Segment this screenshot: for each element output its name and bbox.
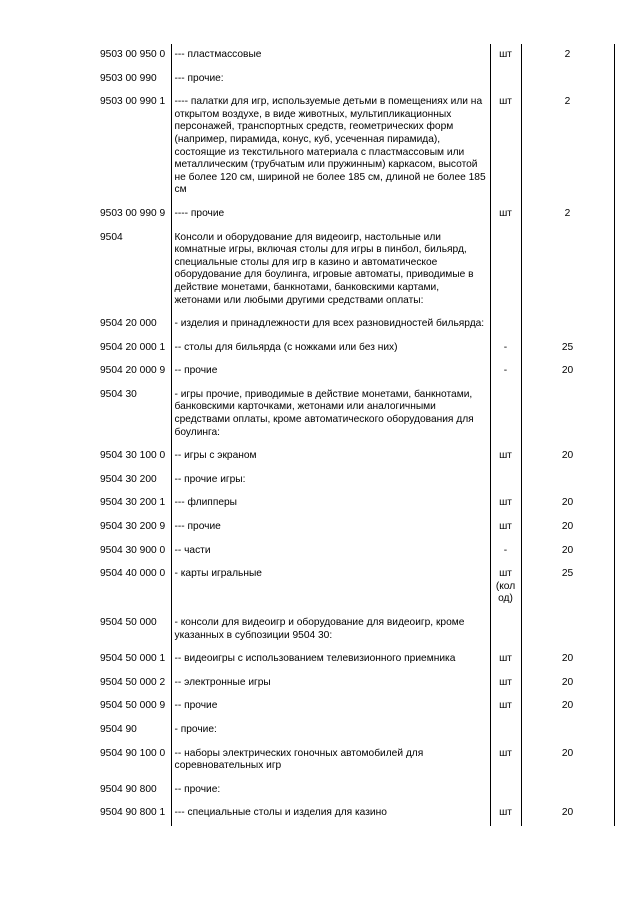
- tnved-code-cell: 9504 90 800 1: [100, 807, 166, 819]
- description-cell: -- электронные игры: [171, 672, 490, 696]
- table-row: [96, 516, 614, 540]
- description-cell: - изделия и принадлежности для всех разновидностей бильярда:: [171, 313, 490, 337]
- table-row: [96, 540, 614, 564]
- table-row: [96, 695, 614, 719]
- unit-cell: шт: [490, 44, 521, 68]
- duty-rate-cell: 2: [521, 44, 614, 68]
- unit-cell: [490, 469, 521, 493]
- duty-rate-cell: 20: [521, 743, 614, 779]
- duty-rate-cell: [521, 779, 614, 803]
- tnved-code-cell: 9504 30 200 9: [100, 521, 166, 533]
- table-row: [96, 719, 614, 743]
- tnved-code-cell: 9504 30 200 1: [100, 497, 166, 509]
- table-row: [96, 492, 614, 516]
- table-row: [96, 648, 614, 672]
- duty-rate-cell: 2: [521, 203, 614, 227]
- duty-rate-cell: 20: [521, 802, 614, 826]
- duty-rate-cell: 20: [521, 445, 614, 469]
- unit-cell: [490, 384, 521, 445]
- unit-cell: -: [490, 337, 521, 361]
- description-cell: - прочие:: [171, 719, 490, 743]
- duty-rate-cell: 20: [521, 648, 614, 672]
- tnved-code-cell: 9504 20 000 9: [100, 365, 166, 377]
- duty-rate-cell: 20: [521, 540, 614, 564]
- duty-rate-cell: 20: [521, 672, 614, 696]
- table-row: [96, 91, 614, 203]
- tnved-code-cell: 9504 50 000 1: [100, 653, 166, 665]
- unit-cell: шт: [490, 672, 521, 696]
- unit-cell: [490, 612, 521, 648]
- unit-cell: -: [490, 360, 521, 384]
- tnved-code-cell: 9504 50 000: [100, 617, 157, 628]
- table-row: [96, 445, 614, 469]
- description-cell: -- наборы электрических гоночных автомобилей для соревновательных игр: [171, 743, 490, 779]
- description-cell: -- части: [171, 540, 490, 564]
- unit-cell: шт: [490, 91, 521, 203]
- table-row: [96, 360, 614, 384]
- description-cell: --- прочие: [171, 516, 490, 540]
- duty-rate-cell: 20: [521, 695, 614, 719]
- tnved-code-cell: 9504 30 200: [100, 473, 157, 485]
- table-row: [96, 384, 614, 445]
- duty-rate-cell: [521, 384, 614, 445]
- table-row: [96, 44, 614, 68]
- tnved-code-cell: 9504 30 100 0: [100, 450, 166, 462]
- unit-cell: [490, 313, 521, 337]
- unit-cell: шт (кол од): [490, 563, 521, 612]
- tariff-table: [96, 44, 615, 826]
- description-cell: -- прочие: [171, 360, 490, 384]
- tnved-code-cell: 9504 40 000 0: [100, 568, 166, 580]
- table-row: [96, 612, 614, 648]
- duty-rate-cell: [521, 227, 614, 314]
- description-cell: - консоли для видеоигр и оборудование для видеоигр, кроме указанных в субпозиции 9504 30:: [171, 612, 490, 648]
- unit-cell: шт: [490, 648, 521, 672]
- duty-rate-cell: 25: [521, 563, 614, 612]
- tnved-code-cell: 9504: [100, 231, 123, 243]
- tnved-code-cell: 9504 20 000: [100, 318, 157, 330]
- description-cell: -- видеоигры с использованием телевизионного приемника: [171, 648, 490, 672]
- duty-rate-cell: [521, 612, 614, 648]
- tnved-code-cell: 9503 00 950 0: [100, 49, 166, 60]
- tnved-code-cell: 9504 20 000 1: [100, 341, 166, 353]
- description-cell: -- прочие: [171, 695, 490, 719]
- table-row: [96, 68, 614, 92]
- tnved-code-cell: 9504 30: [100, 388, 137, 400]
- tnved-code-cell: 9504 50 000 2: [100, 676, 166, 688]
- tnved-code-cell: 9504 50 000 9: [100, 700, 166, 712]
- duty-rate-cell: [521, 719, 614, 743]
- table-row: [96, 743, 614, 779]
- tnved-code-cell: 9504 90 100 0: [100, 747, 166, 759]
- description-cell: -- игры с экраном: [171, 445, 490, 469]
- table-row: [96, 802, 614, 826]
- description-cell: --- флипперы: [171, 492, 490, 516]
- unit-cell: [490, 779, 521, 803]
- unit-cell: шт: [490, 695, 521, 719]
- unit-cell: шт: [490, 203, 521, 227]
- description-cell: -- столы для бильярда (с ножками или без них): [171, 337, 490, 361]
- duty-rate-cell: [521, 68, 614, 92]
- description-cell: - карты игральные: [171, 563, 490, 612]
- tnved-code-cell: 9503 00 990 9: [100, 207, 166, 219]
- duty-rate-cell: 20: [521, 492, 614, 516]
- description-cell: --- пластмассовые: [171, 44, 490, 68]
- tnved-code-cell: 9504 30 900 0: [100, 544, 166, 556]
- description-cell: Консоли и оборудование для видеоигр, настольные или комнатные игры, включая столы для игры в пинбол, бильярд, специальные столы для игр в казино и автоматическое оборудование для боулинга, игровые автоматы, приводимые в действие монетами, банкнотами, банковскими картами, жетонами или любыми другими средствами оплаты:: [171, 227, 490, 314]
- unit-cell: -: [490, 540, 521, 564]
- table-row: [96, 672, 614, 696]
- description-cell: - игры прочие, приводимые в действие монетами, банкнотами, банковскими карточками, жетонами или аналогичными средствами оплаты, кроме автоматического оборудования для боулинга:: [171, 384, 490, 445]
- description-cell: --- специальные столы и изделия для казино: [171, 802, 490, 826]
- duty-rate-cell: [521, 469, 614, 493]
- table-row: [96, 337, 614, 361]
- duty-rate-cell: 25: [521, 337, 614, 361]
- duty-rate-cell: [521, 313, 614, 337]
- table-row: [96, 203, 614, 227]
- unit-cell: шт: [490, 802, 521, 826]
- tnved-code-cell: 9503 00 990 1: [100, 96, 166, 108]
- description-cell: ---- прочие: [171, 203, 490, 227]
- unit-cell: шт: [490, 445, 521, 469]
- description-cell: ---- палатки для игр, используемые детьми в помещениях или на открытом воздухе, в виде животных, мультипликационных персонажей, транспортных средств, геометрических форм (например, пирамида, конус, куб, усеченная пирамида), состоящие из текстильного материала с пластмассовым или металлическим (трубчатым или пружинным) каркасом, высотой не более 120 см, шириной не более 185 см, длиной не более 185 см: [171, 91, 490, 203]
- table-row: [96, 313, 614, 337]
- tnved-code-cell: 9503 00 990: [100, 72, 157, 84]
- table-row: [96, 779, 614, 803]
- tnved-code-cell: 9504 90 800: [100, 783, 157, 795]
- table-row: [96, 227, 614, 314]
- tnved-code-cell: 9504 90: [100, 723, 137, 735]
- table-row: [96, 563, 614, 612]
- unit-cell: шт: [490, 492, 521, 516]
- description-cell: -- прочие игры:: [171, 469, 490, 493]
- unit-cell: [490, 227, 521, 314]
- description-cell: -- прочие:: [171, 779, 490, 803]
- description-cell: --- прочие:: [171, 68, 490, 92]
- unit-cell: шт: [490, 516, 521, 540]
- unit-cell: [490, 68, 521, 92]
- duty-rate-cell: 20: [521, 516, 614, 540]
- unit-cell: шт: [490, 743, 521, 779]
- duty-rate-cell: 2: [521, 91, 614, 203]
- tariff-table-body: [96, 44, 614, 826]
- duty-rate-cell: 20: [521, 360, 614, 384]
- unit-cell: [490, 719, 521, 743]
- table-row: [96, 469, 614, 493]
